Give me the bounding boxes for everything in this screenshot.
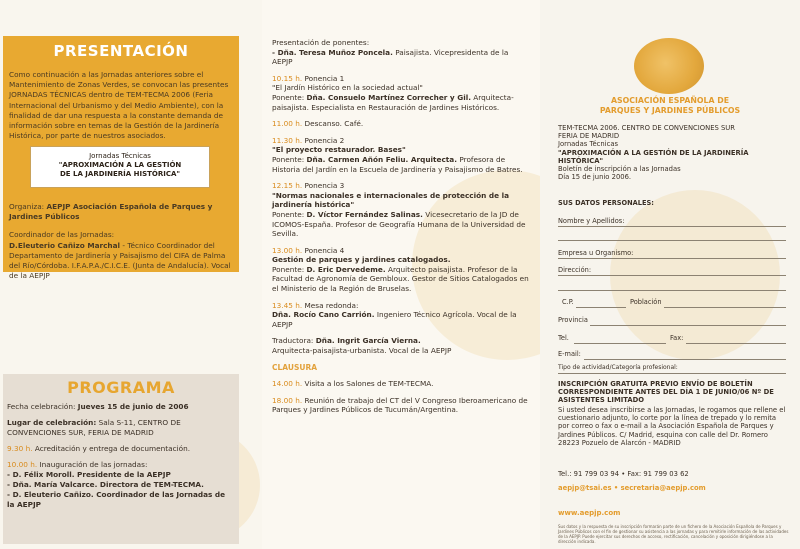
coordinador-name: D.Eleuterio Cañizo Marchal: [9, 240, 121, 250]
agenda-text: Visita a los Salones de TEM-TECMA.: [304, 379, 434, 389]
speaker-name: - Dña. Teresa Muñoz Poncela.: [272, 47, 393, 57]
ponencia-heading: Ponencia 2: [304, 135, 345, 145]
ponencia-title: Gestión de parques y jardines catalogados.: [272, 255, 451, 265]
contact-phone: Tel.: 91 799 03 94 • Fax: 91 799 03 62: [558, 470, 689, 478]
presentacion-text: Como continuación a las Jornadas anteriores sobre el Mantenimiento de Zonas Verdes, se convocan las presentes JORNADAS TÉCNICAS dentro de TEM-TECMA 2006 (Feria Internacional del Urbanismo y del Medio Ambiente), con la finalidad de dar una respuesta a la constante demanda de información sobre en temas de la Gestión de la Jardinería Histórica, por parte de nuestros asociados.: [9, 70, 229, 141]
agenda-item: [272, 396, 530, 415]
agenda-time: 11.00 h.: [272, 119, 303, 129]
speaker-label: Ponente:: [272, 92, 305, 102]
website-link[interactable]: www.aepjp.com: [558, 509, 621, 517]
agenda-time: 13.45 h.: [272, 300, 303, 310]
agenda-time: 10.00 h.: [7, 460, 38, 469]
agenda-item: [272, 38, 530, 67]
coordinador-text: - Técnico Coordinador del Departamento de Jardinería y Paisajismo del CIFA de Palma del Río/Córdoba. I.F.A.P.A./C.I.C.E. (Junta de Andalucía). Vocal de la AEPJP: [9, 240, 231, 281]
agenda-item: [272, 119, 530, 129]
direccion-label: Dirección:: [558, 266, 592, 274]
nombre-field[interactable]: [558, 226, 786, 227]
agenda-text: Mesa redonda:: [304, 300, 359, 310]
tipo-field[interactable]: [558, 373, 786, 374]
coordinador-label: Coordinador de las Jornadas:: [9, 230, 115, 240]
lugar-value: Sala S-11, CENTRO DE CONVENCIONES SUR, FERIA DE MADRID: [7, 418, 181, 437]
nombre-label: Nombre y Apellidos:: [558, 217, 625, 225]
agenda-item: [272, 336, 530, 355]
clausura-heading: CLAUSURA: [272, 362, 318, 372]
speaker-role: Arquitecta-paisajista. Especialista en Restauración de Jardines Históricos.: [272, 92, 514, 112]
form-section-title: SUS DATOS PERSONALES:: [558, 199, 654, 207]
organiza-block: [9, 202, 233, 281]
ponencia-title: "El Jardín Histórico en la sociedad actual": [272, 83, 423, 93]
speaker-label: Ponente:: [272, 154, 305, 164]
poblacion-field[interactable]: [664, 307, 786, 308]
inauguration-speaker: - Dña. María Valcarce. Directora de TEM-TECMA.: [7, 480, 204, 489]
event-info: [558, 124, 788, 181]
agenda-item: [272, 136, 530, 174]
fax-label: Fax:: [670, 334, 684, 342]
poblacion-label: Población: [630, 298, 662, 306]
programa-title: PROGRAMA: [67, 378, 175, 397]
presentacion-box: [3, 36, 239, 281]
agenda-time: 9.30 h.: [7, 444, 33, 453]
event-line: Boletín de inscripción a las Jornadas: [558, 165, 681, 174]
agenda-list: [272, 38, 530, 422]
agenda-text: Presentación de ponentes:: [272, 38, 370, 47]
presentacion-title: PRESENTACIÓN: [53, 42, 189, 60]
programa-text: [7, 402, 235, 510]
speaker-name: Dña. Rocío Cano Carrión.: [272, 310, 375, 320]
fecha-label: Fecha celebración:: [7, 402, 76, 411]
agenda-item: [7, 444, 235, 454]
lugar-line: [7, 418, 235, 438]
ponencia-heading: Ponencia 3: [304, 181, 345, 191]
provincia-field[interactable]: [590, 325, 786, 326]
speaker-role: Vicesecretario de la JD de ICOMOS-España. Profesor de Geografía Humana de la Universidad de Sevilla.: [272, 209, 526, 239]
jornadas-line2: "APROXIMACIÓN A LA GESTIÓN: [58, 161, 182, 169]
jornadas-title-box: [30, 146, 210, 188]
empresa-label: Empresa u Organismo:: [558, 249, 634, 257]
association-name-line1: ASOCIACIÓN ESPAÑOLA DE: [610, 96, 730, 105]
organiza-text: AEPJP Asociación Española de Parques y Jardines Públicos: [9, 202, 213, 222]
agenda-item: [272, 74, 530, 112]
privacy-footnote: Sus datos y la respuesta de su inscripción formarán parte de un fichero de la Asociación Española de Parques y Jardines Públicos con el fin de gestionar su asistencia a las jornadas y para remitirle información de las actividades de la AEPJP. Puede ejercitar sus derechos de acceso, rectificación, cancelación y oposición dirigiéndose a la dirección indicada.: [558, 524, 789, 544]
contact-emails: aepjp@tsai.es • secretaria@aepjp.com: [558, 484, 706, 492]
fax-field[interactable]: [686, 343, 786, 344]
inauguration-speaker: - D. Eleuterio Cañizo. Coordinador de las Jornadas de la AEPJP: [7, 490, 226, 509]
agenda-text: Descanso. Café.: [304, 119, 364, 129]
tel-label: Tel.: [558, 334, 569, 342]
right-panel: [540, 0, 800, 549]
agenda-text: Inauguración de las jornadas:: [39, 460, 148, 469]
inscripcion-notice: INSCRIPCIÓN GRATUITA PREVIO ENVÍO DE BOLETÍN CORRESPONDIENTE ANTES DEL DÍA 1 DE JUNIO/06 Nº DE ASISTENTES LIMITADO: [558, 380, 774, 405]
association-name: [540, 96, 800, 115]
jornadas-line3: DE LA JARDINERÍA HISTÓRICA": [59, 170, 181, 178]
agenda-item: [272, 301, 530, 330]
tipo-label: Tipo de actividad/Categoría profesional:: [558, 364, 678, 371]
agenda-text: Acreditación y entrega de documentación.: [34, 444, 191, 453]
ponencia-title: "Normas nacionales e internacionales de protección de la jardinería histórica": [272, 190, 509, 210]
lugar-label: Lugar de celebración:: [7, 418, 97, 427]
ponencia-title: "El proyecto restaurador. Bases": [272, 145, 406, 155]
event-line: FERIA DE MADRID: [558, 132, 620, 141]
provincia-label: Provincia: [558, 316, 588, 324]
speaker-label: Ponente:: [272, 209, 305, 219]
email-field[interactable]: [584, 359, 786, 360]
agenda-item: [272, 246, 530, 294]
middle-panel: [262, 0, 540, 549]
organiza-label: Organiza:: [9, 202, 45, 211]
agenda-time: 12.15 h.: [272, 181, 303, 191]
speaker-role: Profesora de Historia del Jardín en la Escuela de Jardinería y Paisajismo de Batres.: [272, 154, 523, 174]
speaker-name: D. Eric Dervedeme.: [306, 264, 386, 274]
speaker-name: Dña. Ingrit García Vierna.: [315, 336, 421, 346]
speaker-role: Arquitecta-paisajista-urbanista. Vocal de la AEPJP: [272, 346, 452, 356]
inauguration-speaker: - D. Félix Moroll. Presidente de la AEPJP: [7, 470, 171, 479]
event-line: "APROXIMACIÓN A LA GESTIÓN DE LA JARDINERÍA HISTÓRICA": [558, 148, 749, 165]
email-label: E-mail:: [558, 350, 581, 358]
speaker-name: D. Víctor Fernández Salinas.: [306, 209, 423, 219]
agenda-time: 10.15 h.: [272, 73, 303, 83]
nombre-field-line2[interactable]: [558, 240, 786, 241]
speaker-role: Ingeniero Técnico Agrícola. Vocal de la AEPJP: [272, 310, 517, 329]
event-line: Jornadas Técnicas: [558, 140, 619, 149]
speaker-role: Paisajista. Vicepresidenta de la AEPJP: [272, 47, 509, 67]
agenda-item: [272, 379, 530, 389]
direccion-field-line2[interactable]: [558, 290, 786, 291]
event-line: Día 15 de junio 2006.: [558, 173, 632, 182]
speaker-name: Dña. Consuelo Martínez Correcher y Gil.: [306, 92, 471, 102]
agenda-item: [272, 181, 530, 239]
agenda-item: [7, 460, 235, 510]
association-logo-icon: [634, 38, 704, 94]
inscripcion-instructions: Si usted desea inscribirse a las Jornadas, le rogamos que rellene el cuestionario adjunto, lo corte por la línea de trepado y lo remita por correo o fax o e-mail a la Asociación Española de Parques y Jardines Públicos. C/ Madrid, esquina con calle del Dr. Romero 28223 Pozuelo de Alarcón - MADRID: [558, 406, 786, 447]
speaker-label: Traductora:: [272, 336, 314, 346]
speaker-name: Dña. Carmen Añón Feliu. Arquitecta.: [306, 154, 457, 164]
left-panel: [0, 0, 262, 549]
programa-box: [3, 374, 239, 544]
agenda-time: 18.00 h.: [272, 395, 303, 405]
speaker-role: Arquitecto paisajista. Profesor de la Facultad de Agronomía de Gembloux. Gestor de Sitios Catalogados en el Ministerio de la Región de Bruselas.: [272, 264, 529, 294]
event-line: TEM-TECMA 2006. CENTRO DE CONVENCIONES SUR: [558, 124, 735, 132]
fecha-value: Jueves 15 de junio de 2006: [77, 402, 189, 411]
cp-label: C.P.: [562, 298, 574, 306]
tel-field[interactable]: [574, 343, 666, 344]
agenda-time: 13.00 h.: [272, 245, 303, 255]
agenda-text: Reunión de trabajo del CT del V Congreso Iberoamericano de Parques y Jardines Públicos de Tucumán/Argentina.: [272, 395, 528, 415]
speaker-label: Ponente:: [272, 264, 305, 274]
empresa-field[interactable]: [558, 258, 786, 259]
fecha-line: [7, 402, 235, 412]
jornadas-line1: Jornadas Técnicas: [89, 152, 151, 160]
association-name-line2: PARQUES Y JARDINES PÚBLICOS: [599, 105, 741, 115]
ponencia-heading: Ponencia 1: [304, 73, 345, 83]
agenda-time: 14.00 h.: [272, 379, 303, 389]
agenda-time: 11.30 h.: [272, 135, 303, 145]
cp-field[interactable]: [576, 307, 626, 308]
ponencia-heading: Ponencia 4: [304, 245, 345, 255]
direccion-field[interactable]: [558, 275, 786, 276]
